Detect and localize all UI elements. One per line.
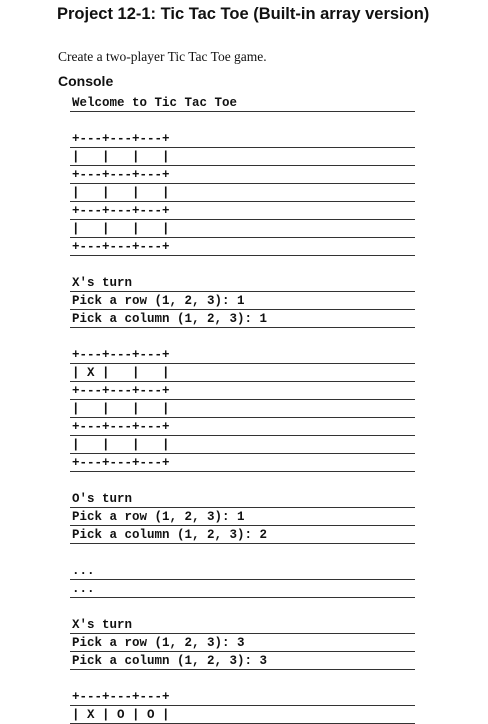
console-heading: Console [58,73,114,89]
console-line: +---+---+---+ [70,418,415,436]
console-blank-line [70,328,415,346]
console-line: +---+---+---+ [70,166,415,184]
console-line: | | | | [70,436,415,454]
console-line: | | | | [70,148,415,166]
console-line: ... [70,580,415,598]
console-line: | | | | [70,184,415,202]
console-blank-line [70,544,415,562]
console-line: +---+---+---+ [70,346,415,364]
console-line: Pick a column (1, 2, 3): 1 [70,310,415,328]
console-line: | X | | | [70,364,415,382]
console-line: +---+---+---+ [70,382,415,400]
console-line: +---+---+---+ [70,454,415,472]
console-line: X's turn [70,616,415,634]
console-line: O's turn [70,490,415,508]
console-line: Welcome to Tic Tac Toe [70,94,415,112]
console-line: +---+---+---+ [70,688,415,706]
console-blank-line [70,112,415,130]
console-line: X's turn [70,274,415,292]
console-line: Pick a row (1, 2, 3): 1 [70,508,415,526]
console-output [70,94,415,724]
page-subtitle: Create a two-player Tic Tac Toe game. [58,49,267,64]
console-line: +---+---+---+ [70,130,415,148]
page-title: Project 12-1: Tic Tac Toe (Built-in array version) [57,5,430,23]
console-line: Pick a column (1, 2, 3): 3 [70,652,415,670]
console-line: Pick a row (1, 2, 3): 3 [70,634,415,652]
console-line: Pick a row (1, 2, 3): 1 [70,292,415,310]
console-line: | | | | [70,220,415,238]
console-line: | | | | [70,400,415,418]
console-blank-line [70,256,415,274]
console-blank-line [70,472,415,490]
console-blank-line [70,670,415,688]
console-blank-line [70,598,415,616]
console-line: Pick a column (1, 2, 3): 2 [70,526,415,544]
console-line: | X | O | O | [70,706,415,724]
console-line: ... [70,562,415,580]
console-line: +---+---+---+ [70,202,415,220]
console-line: +---+---+---+ [70,238,415,256]
